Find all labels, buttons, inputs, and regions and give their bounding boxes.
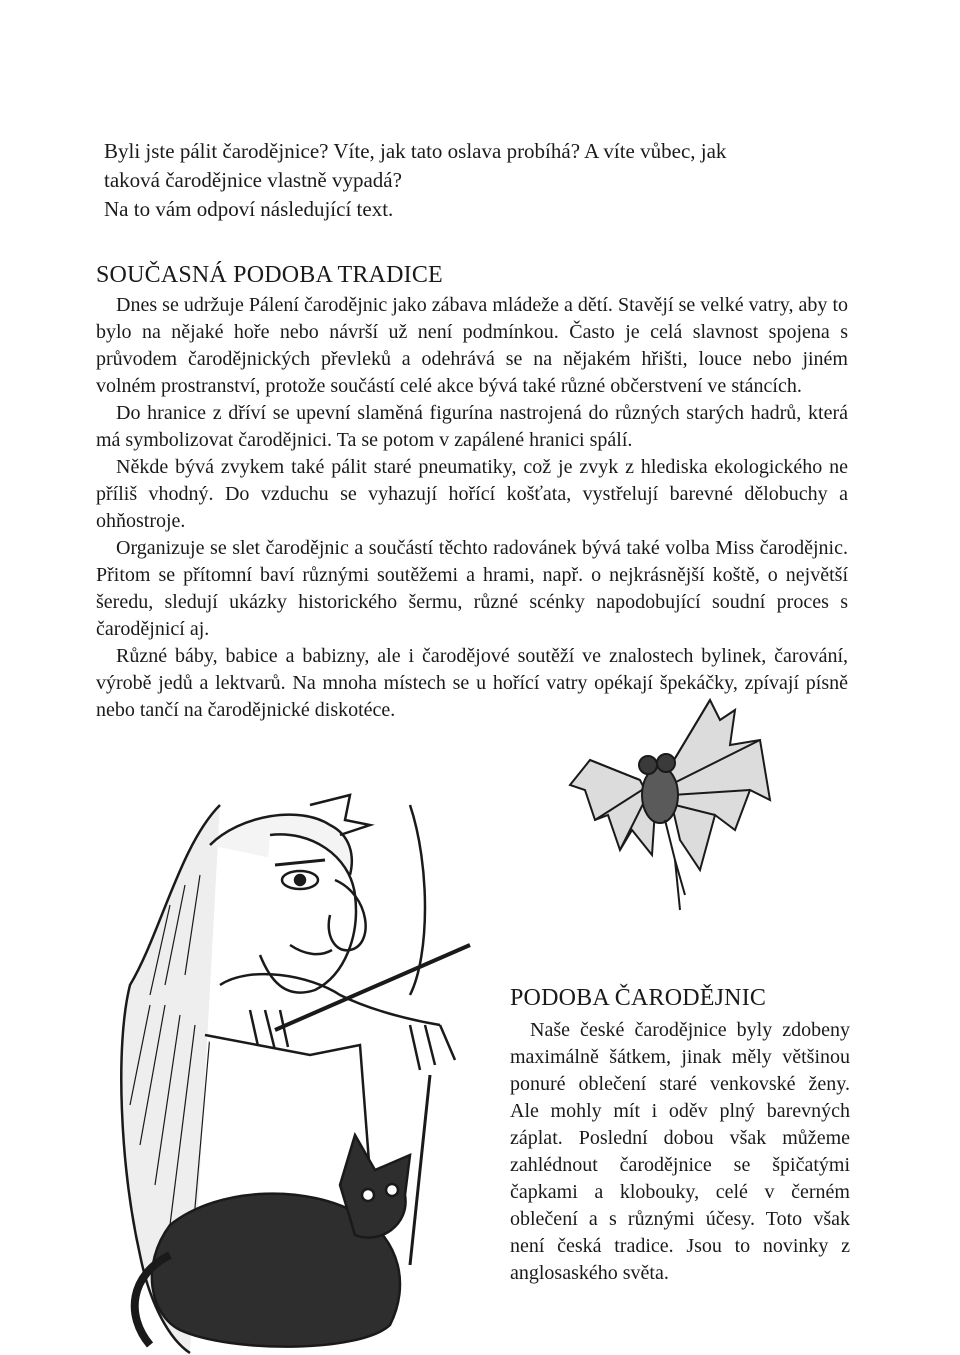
tradice-paragraph: Dnes se udržuje Pálení čarodějnic jako zábava mládeže a dětí. Stavějí se velké vatry, aby to bylo na nějaké hoře nebo návrší už není podmínkou. Často je celá slavnost spojena s průvodem čarodějnických převleků a odehrává se na nějakém hřišti, louce nebo jiném volném prostranství, protože součástí celé akce bývá také různé občerstvení ve stáncích. bbox=[96, 294, 848, 397]
witch-illustration bbox=[110, 785, 500, 1355]
podoba-paragraph: Naše české čarodějnice byly zdobeny maximálně šátkem, jinak měly většinou ponuré oblečení staré venkovské ženy. Ale mohly mít i oděv plný barevných záplat. Poslední dobou však můžeme zahlédnout čarodějnice se špičatými čapkami a klobouky, celé v černém oblečení a s různými účesy. Toto však není česká tradice. Jsou to novinky z anglosaského světa. bbox=[510, 1019, 850, 1284]
intro-line: Byli jste pálit čarodějnice? Víte, jak tato oslava probíhá? A víte vůbec, jak bbox=[104, 139, 727, 163]
section-title-tradice: SOUČASNÁ PODOBA TRADICE bbox=[96, 262, 443, 288]
tradice-paragraph: Organizuje se slet čarodějnic a součástí těchto radovánek bývá také volba Miss čarodějnic. Přitom se přítomní baví různými soutěžemi a hrami, např. o nejkrásnější koště, o největší šeredu, sledují ukázky historického šermu, různé scénky napodobující soudní proces s čarodějnicí aj. bbox=[96, 537, 848, 640]
tradice-paragraph: Do hranice z dříví se upevní slaměná figurína nastrojená do různých starých hadrů, která má symbolizovat čarodějnici. Ta se potom v zapálené hranici spálí. bbox=[96, 402, 848, 451]
tradice-paragraph: Někde bývá zvykem také pálit staré pneumatiky, což je zvyk z hlediska ekologického ne příliš vhodný. Do vzduchu se vyhazují hořící košťata, vystřelují barevné dělobuchy a ohňostroje. bbox=[96, 456, 848, 532]
intro-line: taková čarodějnice vlastně vypadá? bbox=[104, 168, 402, 192]
tradice-body bbox=[96, 292, 848, 724]
podoba-body bbox=[510, 1017, 850, 1287]
bat-illustration bbox=[560, 680, 810, 940]
section-title-podoba: PODOBA ČARODĚJNIC bbox=[510, 985, 767, 1011]
tradice-paragraph: Různé báby, babice a babizny, ale i čarodějové soutěží ve znalostech bylinek, čarování, výrobě jedů a lektvarů. Na mnoha místech se u hořící vatry opékají špekáčky, zpívají písně nebo tančí na čarodějnické diskotéce. bbox=[96, 645, 848, 721]
intro-line: Na to vám odpoví následující text. bbox=[104, 197, 394, 221]
intro-text bbox=[104, 137, 824, 224]
